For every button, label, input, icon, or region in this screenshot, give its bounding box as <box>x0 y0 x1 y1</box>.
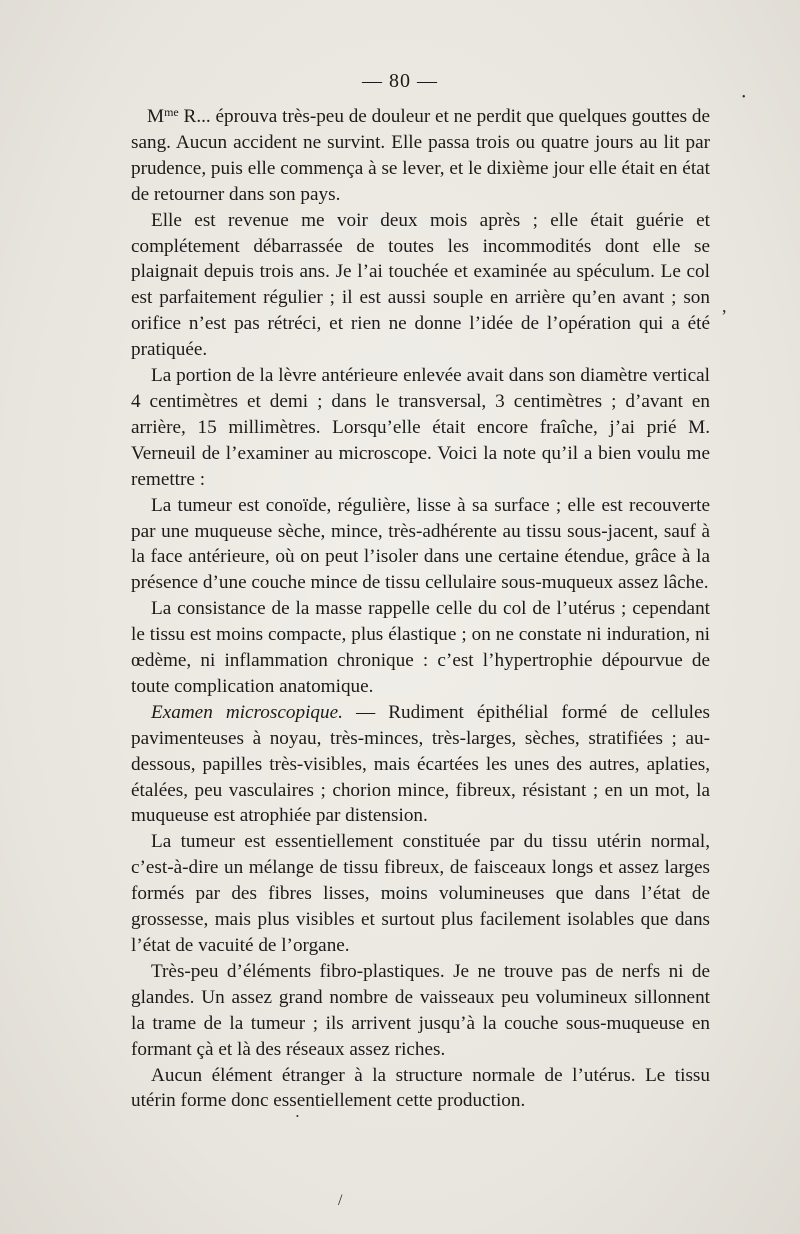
paragraph-6 <box>131 700 710 830</box>
stray-mark: , <box>722 296 727 316</box>
paragraph-4: La tumeur est conoïde, régulière, lisse à sa surface ; elle est recouverte par une muqueuse sèche, mince, très-adhérente au tissu sous-jacent, sauf à la face antérieure, où on peut l’isoler dans une certaine étendue, grâce à la présence d’une couche mince de tissu cellulaire sous-muqueux assez lâche. <box>131 494 710 594</box>
speck-mark: • <box>742 92 746 103</box>
paragraph-9: Aucun élément étranger à la structure normale de l’utérus. Le tissu utérin forme donc essentiellement cette production. <box>131 1064 710 1112</box>
section-heading-italic: Examen microscopique. <box>151 701 343 723</box>
paragraph-3: La portion de la lèvre antérieure enlevée avait dans son diamètre vertical 4 centimètres et demi ; dans le transversal, 3 centimètres ; d’avant en arrière, 15 millimètres. Lorsqu’elle était encore fraîche, j’ai prié M. Verneuil de l’examiner au microscope. Voici la note qu’il a bien voulu me remettre : <box>131 365 710 490</box>
body-text <box>131 104 710 1114</box>
paragraph-5: La consistance de la masse rappelle celle du col de l’utérus ; cependant le tissu est moins compacte, plus élastique ; on ne constate ni induration, ni œdème, ni inflammation chronique : c’est l’hypertrophie dépourvue de toute complication anatomique. <box>131 598 710 697</box>
paragraph-7: La tumeur est essentiellement constituée par du tissu utérin normal, c’est-à-dire un mélange de tissu fibreux, de faisceaux longs et assez larges formés par des fibres lisses, moins volumineuses que dans l’état de grossesse, mais plus visibles et surtout plus facilement isolables que dans l’état de vacuité de l’organe. <box>131 831 710 956</box>
paragraph-6-text: — Rudiment épithélial formé de cellules pavimenteuses à noyau, très-minces, très-larges, sèches, stratifiées ; au-dessous, papilles très-visibles, mais écartées les unes des autres, aplaties, étalées, peu vasculaires ; chorion mince, fibreux, résistant ; en un mot, la muqueuse est atrophiée par distension. <box>131 701 710 827</box>
paragraph-2: Elle est revenue me voir deux mois après ; elle était guérie et complétement débarrassée de toutes les incommodités dont elle se plaignait depuis trois ans. Je l’ai touchée et examinée au spéculum. Le col est parfaitement régulier ; il est aussi souple en arrière qu’en avant ; son orifice n’est pas rétréci, et rien ne donne l’idée de l’opération qui a été pratiquée. <box>131 209 710 361</box>
paragraph-1 <box>131 104 710 208</box>
paragraph-1-text: R... éprouva très-peu de douleur et ne perdit que quelques gouttes de sang. Aucun accident ne survint. Elle passa trois ou quatre jours au lit par prudence, puis elle commença à se lever, et le dixième jour elle était en état de retourner dans son pays. <box>131 106 710 205</box>
paragraph-8: Très-peu d’éléments fibro-plastiques. Je ne trouve pas de nerfs ni de glandes. Un assez grand nombre de vaisseaux peu volumineux sillonnent la trame de la tumeur ; ils arrivent jusqu’à la couche sous-muqueuse en formant çà et là des réseaux assez riches. <box>131 960 710 1060</box>
stray-mark: / <box>338 1192 343 1209</box>
title-abbreviation-superscript: me <box>164 105 179 119</box>
page-number: — 80 — <box>362 70 438 92</box>
speck-mark: • <box>296 1112 299 1121</box>
title-abbreviation: M <box>147 106 165 127</box>
